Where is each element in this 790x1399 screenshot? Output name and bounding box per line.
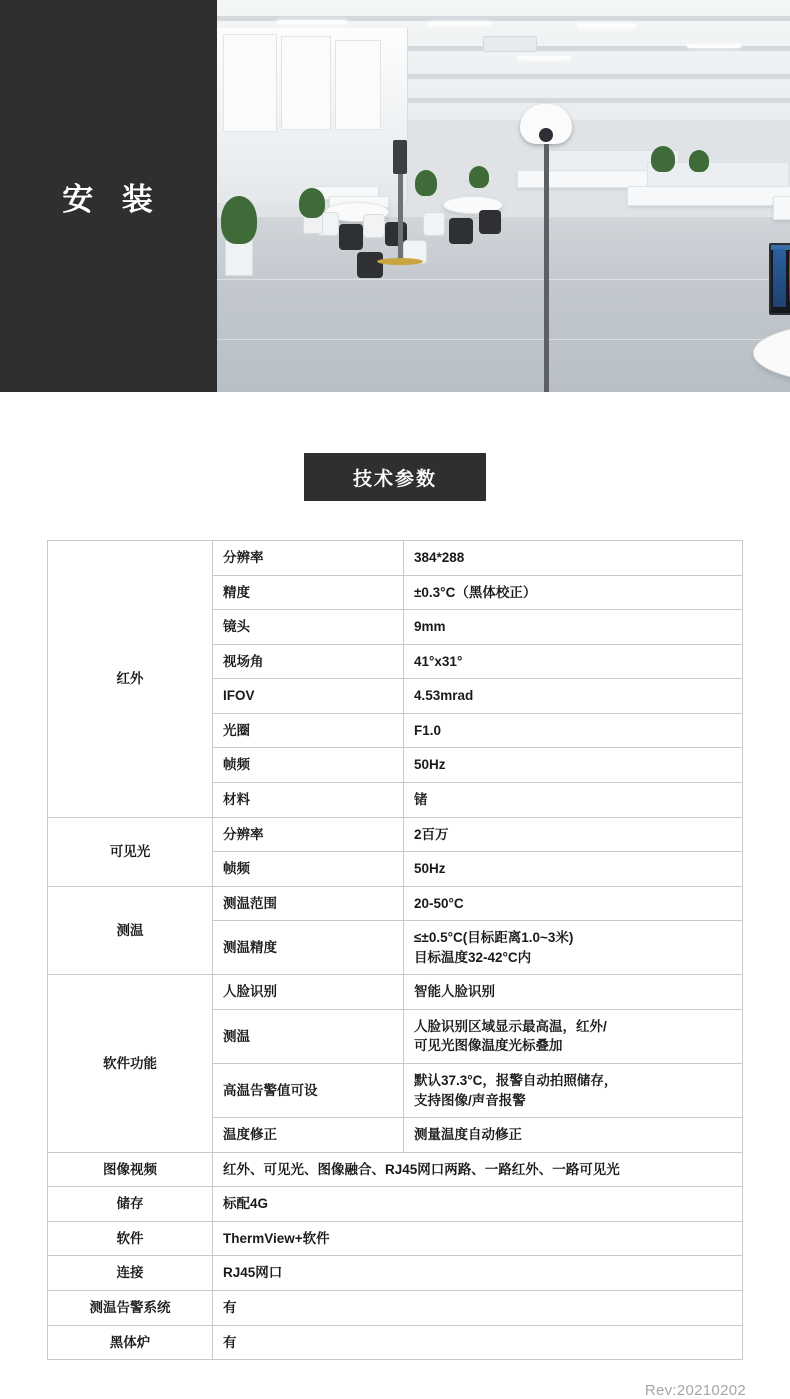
spec-value-line2: 目标温度32-42°C内 [414,949,532,965]
floor [217,217,790,392]
speaker [393,140,407,174]
table-row [48,1221,743,1256]
spec-category: 图像视频 [48,1152,213,1187]
spec-label: 视场角 [213,644,404,679]
spec-category: 连接 [48,1256,213,1291]
spec-value: 2百万 [404,817,743,852]
spec-value-line1: ≤±0.5°C(目标距离1.0~3米) [414,930,574,946]
spec-value: 测量温度自动修正 [404,1118,743,1153]
chair [339,224,363,250]
spec-value: 20-50°C [404,886,743,921]
spec-value: 50Hz [404,748,743,783]
plant-pot [225,240,253,276]
spec-label: 测温范围 [213,886,404,921]
installation-photo [217,0,790,392]
section-title-wrap [0,453,790,501]
spec-value: 智能人脸识别 [404,975,743,1010]
spec-table-wrap [47,540,743,1360]
camera-pole [544,144,549,392]
ceiling-lamp [517,56,571,60]
floor-line [217,339,790,340]
table-row [48,886,743,921]
ceiling-vent [483,36,537,52]
hero-banner [0,0,790,392]
spec-value: 50Hz [404,852,743,887]
floor-line [217,279,790,280]
plant [221,196,257,244]
window-blind [223,34,277,132]
spec-label: 人脸识别 [213,975,404,1010]
spec-label: 分辨率 [213,541,404,576]
spec-label: 镜头 [213,610,404,645]
chair [423,212,445,236]
speaker-pole [398,174,403,260]
spec-category: 黑体炉 [48,1325,213,1360]
monitor-sidebar [773,249,786,307]
spec-label: 帧频 [213,748,404,783]
ceiling-lamp [277,20,347,24]
spec-value: 红外、可见光、图像融合、RJ45网口两路、一路红外、一路可见光 [213,1152,743,1187]
spec-label: 测温精度 [213,921,404,975]
spec-label: 高温告警值可设 [213,1064,404,1118]
spec-label: 精度 [213,575,404,610]
spec-value-line2: 可见光图像温度光标叠加 [414,1038,563,1054]
spec-value: 4.53mrad [404,679,743,714]
spec-value [404,1009,743,1063]
spec-category: 储存 [48,1187,213,1222]
window-blind [335,40,381,130]
chair [479,210,501,234]
spec-value: 41°x31° [404,644,743,679]
table-row [48,1290,743,1325]
table-row [48,1256,743,1291]
spec-value-line1: 默认37.3°C，报警自动拍照储存， [414,1073,618,1088]
plant [415,170,437,196]
ceiling-lamp [577,24,637,28]
desk-row [627,186,790,206]
spec-label: 分辨率 [213,817,404,852]
ceiling-lamp [687,44,741,48]
window-blind [281,36,331,130]
spec-value [404,1064,743,1118]
plant [299,188,325,218]
spec-category: 测温告警系统 [48,1290,213,1325]
section-title: 技术参数 [304,453,486,501]
plant [689,150,709,172]
spec-value: ±0.3°C（黑体校正） [404,575,743,610]
speaker-base [377,258,423,265]
hero-title-panel [0,0,217,392]
chair [357,252,383,278]
spec-value: ThermView+软件 [213,1221,743,1256]
table-row [48,1187,743,1222]
chair [363,214,385,238]
table-row [48,541,743,576]
spec-category: 可见光 [48,817,213,886]
spec-label: 光圈 [213,713,404,748]
spec-label: 温度修正 [213,1118,404,1153]
spec-value: 标配4G [213,1187,743,1222]
desk-row [773,196,790,220]
spec-value: 有 [213,1325,743,1360]
ceiling-lamp [427,22,491,26]
table-row [48,817,743,852]
spec-value [404,921,743,975]
spec-category: 软件 [48,1221,213,1256]
chair [449,218,473,244]
spec-value: F1.0 [404,713,743,748]
spec-label: IFOV [213,679,404,714]
spec-value: 锗 [404,782,743,817]
hero-title: 安 装 [62,181,163,217]
spec-value: 384*288 [404,541,743,576]
plant [651,146,675,172]
spec-label: 测温 [213,1009,404,1063]
spec-category: 软件功能 [48,975,213,1152]
spec-label: 材料 [213,782,404,817]
table-row [48,975,743,1010]
table-row [48,1152,743,1187]
spec-category: 测温 [48,886,213,975]
spec-value-line2: 支持图像/声音报警 [414,1092,526,1108]
spec-value: 有 [213,1290,743,1325]
thermal-monitor [769,243,790,315]
spec-value: RJ45网口 [213,1256,743,1291]
spec-label: 帧频 [213,852,404,887]
spec-value: 9mm [404,610,743,645]
table-row [48,1325,743,1360]
spec-value-line1: 人脸识别区域显示最高温，红外/ [414,1018,607,1034]
plant [469,166,489,188]
spec-category: 红外 [48,541,213,818]
spec-table [47,540,743,1360]
camera-lens [539,128,553,142]
revision-text: Rev:20210202 [644,1382,746,1399]
